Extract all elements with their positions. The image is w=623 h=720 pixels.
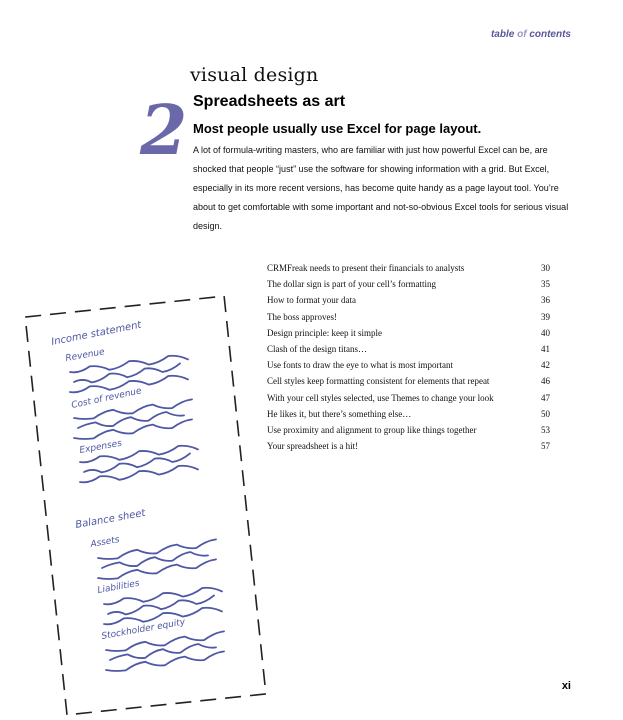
chapter-lead: Most people usually use Excel for page layout. xyxy=(193,121,482,136)
chapter-description: A lot of formula-writing masters, who are familiar with just how powerful Excel can be, are shocked that people “just” use the software for showing information with a grid. But Excel, especially in its more recent versions, has become quite handy as a page layout tool. You’re about to get comfortable with some important and not-so-obvious Excel tools for serious visual design. xyxy=(193,145,569,231)
toc-entry-page: 47 xyxy=(541,392,550,403)
page-number: xi xyxy=(561,680,571,692)
toc-entry-page: 35 xyxy=(541,279,550,290)
toc-entry-page: 42 xyxy=(541,360,550,371)
sketch-squiggle-line xyxy=(110,644,216,660)
toc-entry-page: 36 xyxy=(541,295,550,306)
sketch-squiggle-line xyxy=(102,552,208,568)
toc-entry-page: 53 xyxy=(541,424,550,435)
running-header-word-table: table xyxy=(490,29,515,40)
sketch-squiggle-line xyxy=(78,412,184,428)
toc-entry-title: Use fonts to draw the eye to what is most important xyxy=(267,360,453,371)
chapter-title: Spreadsheets as art xyxy=(193,93,346,110)
sketch-heading-stockholder-equity: Stockholder equity xyxy=(100,617,186,642)
sketch-squiggle-line xyxy=(80,466,198,483)
toc-entry-page: 30 xyxy=(541,263,550,273)
toc-entry-title: The boss approves! xyxy=(267,311,337,322)
sketch-heading-income-statement: Income statement xyxy=(50,319,143,348)
sketch-dashed-frame xyxy=(25,296,266,715)
sketch-heading-assets: Assets xyxy=(89,535,121,550)
toc-entry-title: Use proximity and alignment to group like things together xyxy=(267,424,477,435)
toc-entry-page: 46 xyxy=(541,376,550,387)
sketch-heading-balance-sheet: Balance sheet xyxy=(74,507,147,531)
sketch-heading-liabilities: Liabilities xyxy=(96,578,141,596)
sketch-heading-revenue: Revenue xyxy=(64,347,106,364)
chapter-number: 2 xyxy=(140,91,188,171)
chapter-label: visual design xyxy=(190,64,319,86)
toc-entry-page: 41 xyxy=(541,343,550,354)
toc-entry-page: 39 xyxy=(541,311,550,322)
toc-entry-title: Clash of the design titans… xyxy=(267,343,367,354)
toc-entry-title: Your spreadsheet is a hit! xyxy=(267,441,359,452)
toc-entry-page: 57 xyxy=(541,441,550,452)
sketch-heading-expenses: Expenses xyxy=(78,438,123,456)
toc-entry-title: Cell styles keep formatting consistent for elements that repeat xyxy=(267,376,490,387)
toc-entry-title: Design principle: keep it simple xyxy=(267,327,382,338)
toc-entry-title: The dollar sign is part of your cell’s formatting xyxy=(267,279,436,290)
running-header-word-contents: contents xyxy=(529,29,571,40)
sketch-heading-cost-of-revenue: Cost of revenue xyxy=(70,386,143,411)
toc-entry-title: He likes it, but there’s something else… xyxy=(267,408,412,419)
toc-entry-title: With your cell styles selected, use Themes to change your look xyxy=(267,392,494,403)
running-header-word-of: of xyxy=(517,29,527,40)
toc-entry-page: 50 xyxy=(541,408,550,419)
toc-entry-page: 40 xyxy=(541,327,550,338)
toc-entry-title: CRMFreak needs to present their financials to analysts xyxy=(267,263,465,273)
toc-entry-title: How to format your data xyxy=(267,295,356,306)
